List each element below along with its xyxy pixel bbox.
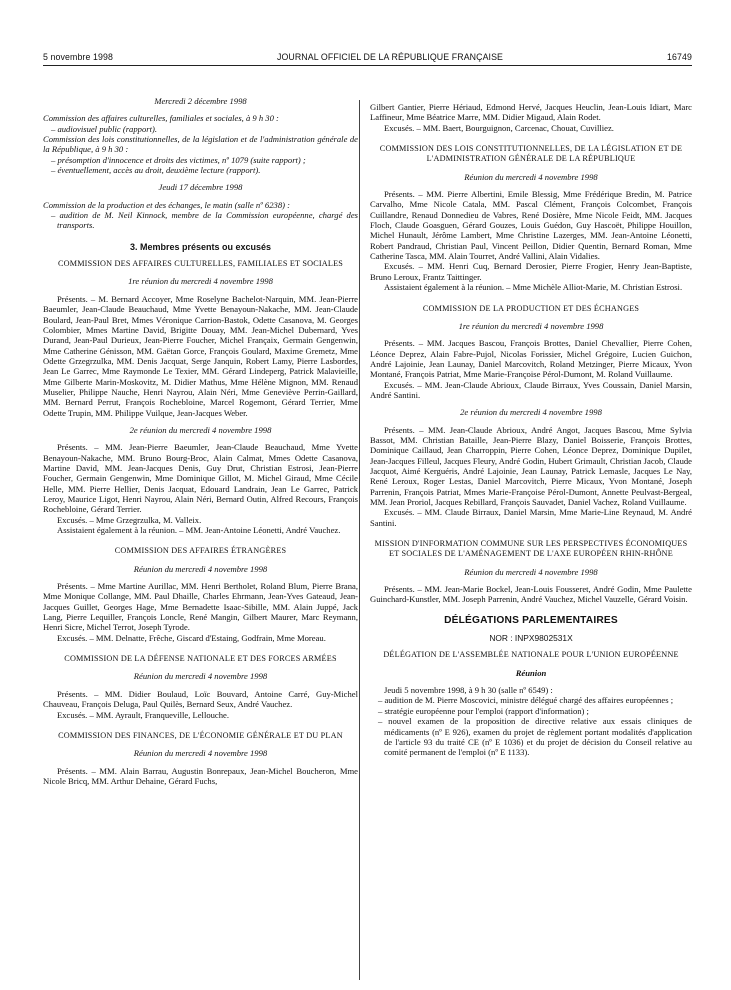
agenda-item: Commission des affaires culturelles, familiales et sociales, à 9 h 30 : xyxy=(43,113,279,124)
agenda-subitem: – audiovisuel public (rapport). xyxy=(51,123,157,134)
header-journal-title: JOURNAL OFFICIEL DE LA RÉPUBLIQUE FRANÇAISE xyxy=(276,52,504,62)
left-column xyxy=(43,96,358,786)
commission-title: COMMISSION DE LA PRODUCTION ET DES ÉCHANGES xyxy=(422,303,640,313)
commission-title: COMMISSION DES AFFAIRES ÉTRANGÈRES xyxy=(114,546,287,556)
date-heading: Jeudi 17 décembre 1998 xyxy=(158,182,243,193)
page-header xyxy=(43,52,692,62)
agenda-item: Commission de la production et des échanges, le matin (salle nº 6238) : xyxy=(43,199,290,210)
agenda-item: Commission des lois constitutionnelles, de la législation et de l'administration générale de la République, à 9 h 30 : xyxy=(43,134,358,155)
attendance-list: Présents. – Mme Martine Aurillac, MM. Henri Bertholet, Roland Blum, Pierre Brana, Mme Monique Collange, MM. Paul Dhaille, Charles Ehrmann, Jean-Yves Gateaud, Jean-Jacques Guillet, Georges Hage, Mme Bernadette Isaac-Sibille, MM. Alain Juppé, Jack Lang, Pierre Lequiller, François Loncle, René Mangin, Gilbert Maurer, Marc Reymann, Henri Sicre, Michel Terrot, Joseph Tyrode. xyxy=(43,581,358,633)
attendance-list: Présents. – MM. Jean-Marie Bockel, Jean-Louis Fousseret, André Godin, Mme Paulette Guinchard-Kunstler, MM. Joseph Parrenin, André Vauchez, Michel Vauzelle, Gérard Voisin. xyxy=(370,584,692,605)
mission-title: MISSION D'INFORMATION COMMUNE SUR LES PERSPECTIVES ÉCONOMIQUES ET SOCIALES DE L'AMÉNAGEMENT DE L'AXE EUROPÉEN RHIN-RHÔNE xyxy=(374,539,688,559)
meeting-heading: Réunion du mercredi 4 novembre 1998 xyxy=(133,671,268,682)
section-heading: 3. Membres présents ou excusés xyxy=(129,241,272,252)
agenda-subitem: – nouvel examen de la proposition de directive relative aux essais cliniques de médicaments (nº E 926), examen du projet de règlement portant modalités d'application de l'article 93 du traité CE (nº E 1036) et du projet de décision du Conseil relative au comité permanent de l'emploi (nº E 1133). xyxy=(378,716,692,758)
column-rule xyxy=(359,100,360,980)
excused-list: Excusés. – MM. Ayrault, Franqueville, Lellouche. xyxy=(57,709,230,720)
excused-list: Excusés. – MM. Delnatte, Frêche, Giscard d'Estaing, Godfrain, Mme Moreau. xyxy=(57,632,326,643)
commission-title: COMMISSION DES AFFAIRES CULTURELLES, FAMILIALES ET SOCIALES xyxy=(57,259,344,269)
attendance-list: Présents. – MM. Jean-Pierre Baeumler, Jean-Claude Beauchaud, Mme Yvette Benayoun-Nakache, MM. Bruno Bourg-Broc, Alain Calmat, Mmes Odette Casanova, Martine David, MM. Jean-Jacques Denis, Guy Drut, Christian Estrosi, Jean-Pierre Foucher, Germain Gengenwin, Mme Dominique Gillot, M. Michel Giraud, Mme Cécile Helle, MM. Pierre Hellier, Denis Jacquat, Edouard Landrain, Jean Le Garrec, Patrick Leroy, Maurice Ligot, Henri Nayrou, Alain Néri, Bernard Outin, Alfred Recours, François Rochebloine, Gérard Terrier. xyxy=(43,442,358,515)
header-rule xyxy=(43,65,692,66)
delegation-title: DÉLÉGATION DE L'ASSEMBLÉE NATIONALE POUR L'UNION EUROPÉENNE xyxy=(383,650,679,660)
excused-list: Excusés. – MM. Henri Cuq, Bernard Derosier, Pierre Frogier, Henry Jean-Baptiste, Bruno Leroux, Frantz Taittinger. xyxy=(370,261,692,282)
meeting-heading: 1re réunion du mercredi 4 novembre 1998 xyxy=(458,320,604,331)
excused-list: Excusés. – MM. Claude Birraux, Daniel Marsin, Mme Marie-Line Reynaud, M. André Santini. xyxy=(370,507,692,528)
attendance-list: Présents. – MM. Pierre Albertini, Emile Blessig, Mme Frédérique Bredin, M. Patrice Carvalho, Mme Nicole Catala, MM. Pascal Clément, François Colcombet, François Cuillandre, Renaud Donnedieu de Vabres, René Dosière, Mme Nicole Feidt, MM. Jacques Floch, Claude Goasguen, Gérard Gouzes, Louis Guédon, Guy Hascoët, Philippe Houillon, Michel Hunault, Jérôme Lambert, Mme Christine Lazerges, MM. Jean-Antoine Léonetti, Robert Pandraud, Christian Paul, Vincent Peillon, Didier Quentin, Bernard Roman, Mme Catherine Tasca, MM. Alain Tourret, André Vallini, Alain Vidalies. xyxy=(370,189,692,262)
excused-list: Excusés. – MM. Baert, Bourguignon, Carcenac, Chouat, Cuvilliez. xyxy=(384,122,614,133)
meeting-heading: Réunion xyxy=(515,667,547,678)
excused-list: Excusés. – Mme Grzegrzulka, M. Valleix. xyxy=(57,514,202,525)
also-attended-list: Assistaient également à la réunion. – MM. Jean-Antoine Léonetti, André Vauchez. xyxy=(57,525,341,536)
attendance-list: Présents. – MM. Jean-Claude Abrioux, André Angot, Jacques Bascou, Mme Sylvia Bassot, MM. Christian Bataille, Jean-Pierre Blazy, Daniel Boisserie, François Brottes, Dominique Caillaud, Jean Charroppin, Pierre Cohen, Léonce Deprez, Dominique Dupilet, Jean-Jacques Filleul, Jacques Fleury, André Godin, Hubert Grimault, Christian Jacob, Claude Jacquot, Aimé Kerguéris, André Lajoinie, Jean Launay, Patrick Lemasle, Jacques Le Nay, René Leroux, Roger Lestas, Daniel Marcovitch, Pierre Micaux, Yvon Montané, Joseph Parrenin, François Patriat, Mmes Marie-Françoise Pérol-Dumont, Annette Peulvast-Bergeal, MM. Jean Proriol, Jacques Rebillard, François Sauvadet, Daniel Vachez, Roland Vuillaume. xyxy=(370,424,692,507)
section-heading: DÉLÉGATIONS PARLEMENTAIRES xyxy=(444,614,618,626)
right-column xyxy=(370,102,692,758)
date-heading: Mercredi 2 décembre 1998 xyxy=(154,96,247,106)
meeting-date: Jeudi 5 novembre 1998, à 9 h 30 (salle nº 6549) : xyxy=(384,685,553,696)
agenda-subitem: – présomption d'innocence et droits des victimes, nº 1079 (suite rapport) ; xyxy=(51,154,306,165)
attendance-list: Présents. – MM. Jacques Bascou, François Brottes, Daniel Chevallier, Pierre Cohen, Léonce Deprez, Alain Fabre-Pujol, Nicolas Forissier, Michel Grégoire, Lucien Guichon, André Lajoinie, Jean Launay, Daniel Marcovitch, Roland Metzinger, Pierre Micaux, Yvon Montané, François Patriat, Mme Marie-Françoise Pérol-Dumont, M. Roland Vuillaume. xyxy=(370,338,692,380)
agenda-subitem: – stratégie européenne pour l'emploi (rapport d'information) ; xyxy=(378,705,589,716)
agenda-subitem: – éventuellement, accès au droit, deuxième lecture (rapport). xyxy=(51,165,261,176)
meeting-heading: 2e réunion du mercredi 4 novembre 1998 xyxy=(129,424,272,435)
excused-list: Excusés. – MM. Jean-Claude Abrioux, Claude Birraux, Yves Coussain, Daniel Marsin, André Santini. xyxy=(370,379,692,400)
commission-title: COMMISSION DES LOIS CONSTITUTIONNELLES, DE LA LÉGISLATION ET DE L'ADMINISTRATION GÉNÉRALE DE LA RÉPUBLIQUE xyxy=(379,144,683,164)
attendance-list: Présents. – M. Bernard Accoyer, Mme Roselyne Bachelot-Narquin, MM. Jean-Pierre Baeumler, Jean-Claude Beauchaud, Mme Yvette Benayoun-Nakache, MM. Jean-Claude Boulard, Jean-Paul Bret, Mmes Véronique Carrion-Bastok, Odette Casanova, M. Georges Colombier, Mmes Martine David, Brigitte Douay, MM. Jean-Michel Dubernard, Yves Durand, Jean-Paul Durieux, Jean-Pierre Foucher, Michel Françaix, Germain Gengenwin, Mme Catherine Génisson, MM. Gaëtan Gorce, François Goulard, Maxime Gremetz, Mme Odette Grzegrzulka, MM. Denis Jacquat, Serge Janquin, Robert Lamy, Pierre Lasbordes, Jean Le Garrec, Mme Raymonde Le Texier, MM. Gérard Lindeperg, Patrick Malavieille, Mme Gilberte Marin-Moskovitz, M. Didier Mathus, Mme Hélène Mignon, MM. Renaud Muselier, Philippe Nauche, Henri Nayrou, Alain Néri, Mme Geneviève Perrin-Gaillard, MM. Bernard Perrut, François Rochebloine, Marcel Rogemont, Gérard Terrier, Mme Odette Trupin, MM. Philippe Vuilque, Jean-Jacques Weber. xyxy=(43,293,358,418)
header-page-number: 16749 xyxy=(667,52,692,62)
attendance-list: Présents. – MM. Alain Barrau, Augustin Bonrepaux, Jean-Michel Boucheron, Mme Nicole Bricq, MM. Arthur Dehaine, Gérard Fuchs, xyxy=(43,765,358,786)
agenda-subitem: – audition de M. Pierre Moscovici, ministre délégué chargé des affaires européennes ; xyxy=(378,695,674,706)
agenda-subitem: – audition de M. Neil Kinnock, membre de la Commission européenne, chargé des transports. xyxy=(51,210,358,231)
meeting-heading: 2e réunion du mercredi 4 novembre 1998 xyxy=(460,407,602,418)
header-date: 5 novembre 1998 xyxy=(43,52,113,62)
meeting-heading: Réunion du mercredi 4 novembre 1998 xyxy=(133,748,268,759)
commission-title: COMMISSION DE LA DÉFENSE NATIONALE ET DES FORCES ARMÉES xyxy=(64,654,337,664)
nor-reference: NOR : INPX9802531X xyxy=(489,633,573,644)
also-attended-list: Assistaient également à la réunion. – Mme Michèle Alliot-Marie, M. Christian Estrosi. xyxy=(384,282,683,293)
commission-title: COMMISSION DES FINANCES, DE L'ÉCONOMIE GÉNÉRALE ET DU PLAN xyxy=(58,730,343,740)
meeting-heading: 1re réunion du mercredi 4 novembre 1998 xyxy=(128,276,273,287)
meeting-heading: Réunion du mercredi 4 novembre 1998 xyxy=(464,566,598,577)
meeting-heading: Réunion du mercredi 4 novembre 1998 xyxy=(133,563,268,574)
attendance-list-continued: Gilbert Gantier, Pierre Hériaud, Edmond Hervé, Jacques Heuclin, Jean-Louis Idiart, Marc Laffineur, Mme Béatrice Marre, MM. Didier Migaud, Alain Rodet. xyxy=(370,102,692,123)
attendance-list: Présents. – MM. Didier Boulaud, Loïc Bouvard, Antoine Carré, Guy-Michel Chauveau, François Deluga, Paul Quilès, Bernard Seux, André Vauchez. xyxy=(43,688,358,710)
meeting-heading: Réunion du mercredi 4 novembre 1998 xyxy=(464,171,598,182)
